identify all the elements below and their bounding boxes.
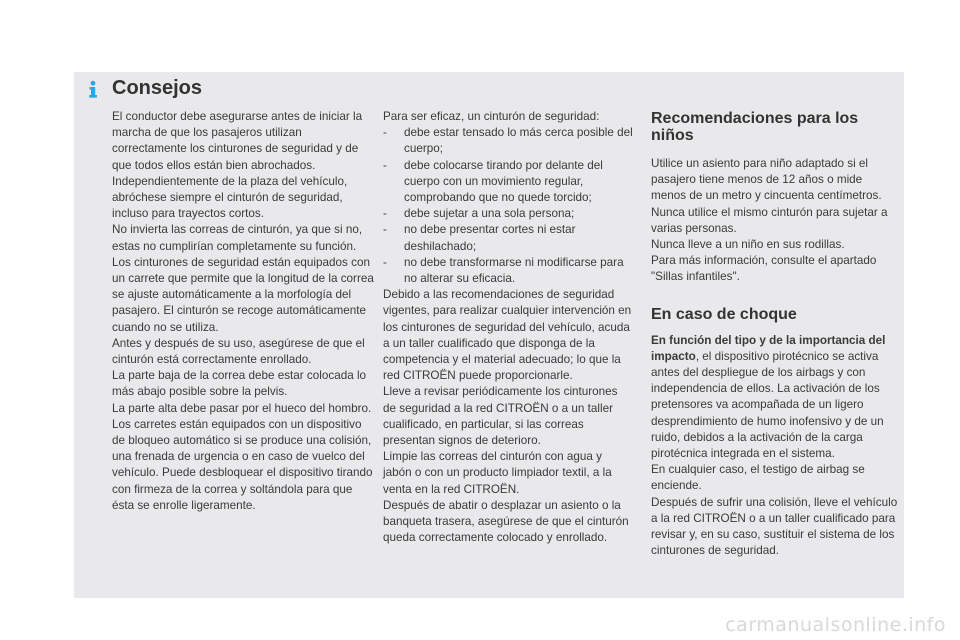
paragraph: No invierta las correas de cinturón, ya que si no, estas no cumplirían completamente su función. xyxy=(112,223,363,253)
paragraph: Utilice un asiento para niño adaptado si el pasajero tiene menos de 12 años o mide menos de un metro y cincuenta centímetros. xyxy=(651,157,882,203)
page-title: Consejos xyxy=(112,77,203,99)
list-item xyxy=(383,125,633,157)
dash-bullet: - xyxy=(383,158,387,172)
column-seatbelt-usage xyxy=(112,109,374,514)
list-item-text: no debe presentar cortes ni estar deshilachado; xyxy=(404,223,576,253)
section-heading-crash: En caso de choque xyxy=(651,305,797,323)
column-children-and-crash xyxy=(651,110,899,559)
list-item xyxy=(383,158,633,207)
watermark: carmanualsonline.info xyxy=(725,614,946,636)
paragraph: Nunca utilice el mismo cinturón para sujetar a varias personas. xyxy=(651,205,888,235)
list-item-text: debe colocarse tirando por delante del cuerpo con un movimiento regular, comprobando que no quede torcido; xyxy=(404,158,603,205)
paragraph: La parte baja de la correa debe estar colocada lo más abajo posible sobre la pelvis. xyxy=(112,369,367,399)
list-item-text: debe estar tensado lo más cerca posible del cuerpo; xyxy=(404,126,633,156)
paragraph: Independientemente de la plaza del vehículo, abróchese siempre el cinturón de seguridad, incluso para trayectos cortos. xyxy=(112,174,348,221)
bold-lead: En función del tipo y de la importancia del impacto xyxy=(651,333,886,363)
dash-bullet: - xyxy=(383,126,387,140)
paragraph: Antes y después de su uso, asegúrese de que el cinturón está correctamente enrollado. xyxy=(112,336,365,367)
list-item xyxy=(383,206,633,222)
list-item-text: debe sujetar a una sola persona; xyxy=(404,207,575,221)
paragraph: Los carretes están equipados con un dispositivo de bloqueo automático si se produce una colisión, una frenada de urgencia o en caso de vuelco del vehículo. Puede desbloquear el dispositivo tirando con firmeza de la correa y soltándola para que ésta se enrolle ligeramente. xyxy=(112,417,373,512)
dash-bullet: - xyxy=(383,207,387,221)
paragraph: Para más información, consulte el apartado "Sillas infantiles". xyxy=(651,254,877,284)
dash-bullet: - xyxy=(383,255,387,269)
lead-rest: , el dispositivo pirotécnico se activa antes del despliegue de los airbags y con independencia de ellos. La activación de los pretensores va acompañada de un ligero desprendimiento de humo inofensivo y de un ruido, debidos a la activación de la carga pirotécnica integrada en el sistema. xyxy=(651,349,884,461)
paragraph xyxy=(651,333,899,463)
paragraph: Lleve a revisar periódicamente los cinturones de seguridad a la red CITROËN o a un taller cualificado, en particular, si las correas presentan signos de deterioro. xyxy=(383,385,618,448)
section-heading-children: Recomendaciones para los niños xyxy=(651,110,859,144)
paragraph: Después de abatir o desplazar un asiento o la banqueta trasera, asegúrese de que el cinturón queda correctamente colocado y enrollado. xyxy=(383,498,629,545)
paragraph: Nunca lleve a un niño en sus rodillas. xyxy=(651,238,845,252)
paragraph: Después de sufrir una colisión, lleve el vehículo a la red CITROËN o a un taller cualificado para revisar y, en su caso, sustituir el sistema de los cinturones de seguridad. xyxy=(651,495,898,558)
paragraph: En cualquier caso, el testigo de airbag se enciende. xyxy=(651,463,865,493)
list-item-text: no debe transformarse ni modificarse para no alterar su eficacia. xyxy=(404,255,624,286)
paragraph: Limpie las correas del cinturón con agua y jabón o con un producto limpiador textil, a la venta en la red CITROËN. xyxy=(383,450,612,496)
intro-text: Para ser eficaz, un cinturón de seguridad: xyxy=(383,110,600,123)
paragraph: La parte alta debe pasar por el hueco del hombro. xyxy=(112,401,372,415)
paragraph: El conductor debe asegurarse antes de iniciar la marcha de que los pasajeros utilizan correctamente los cinturones de seguridad y de que todos ellos están bien abrochados. xyxy=(112,110,363,172)
column-seatbelt-effectiveness xyxy=(383,109,633,546)
list-item xyxy=(383,222,633,254)
paragraph: Debido a las recomendaciones de seguridad vigentes, para realizar cualquier intervención en los cinturones de seguridad del vehículo, acuda a un taller cualificado que disponga de la competencia y el material adecuado; lo que la red CITROËN puede proporcionarle. xyxy=(383,288,632,383)
list-item xyxy=(383,255,633,287)
info-icon xyxy=(84,80,102,98)
paragraph: Los cinturones de seguridad están equipados con un carrete que permite que la longitud de la correa se ajuste automáticamente a la morfología del pasajero. El cinturón se recoge automáticamente cuando no se utiliza. xyxy=(112,255,374,334)
dash-bullet: - xyxy=(383,223,387,237)
